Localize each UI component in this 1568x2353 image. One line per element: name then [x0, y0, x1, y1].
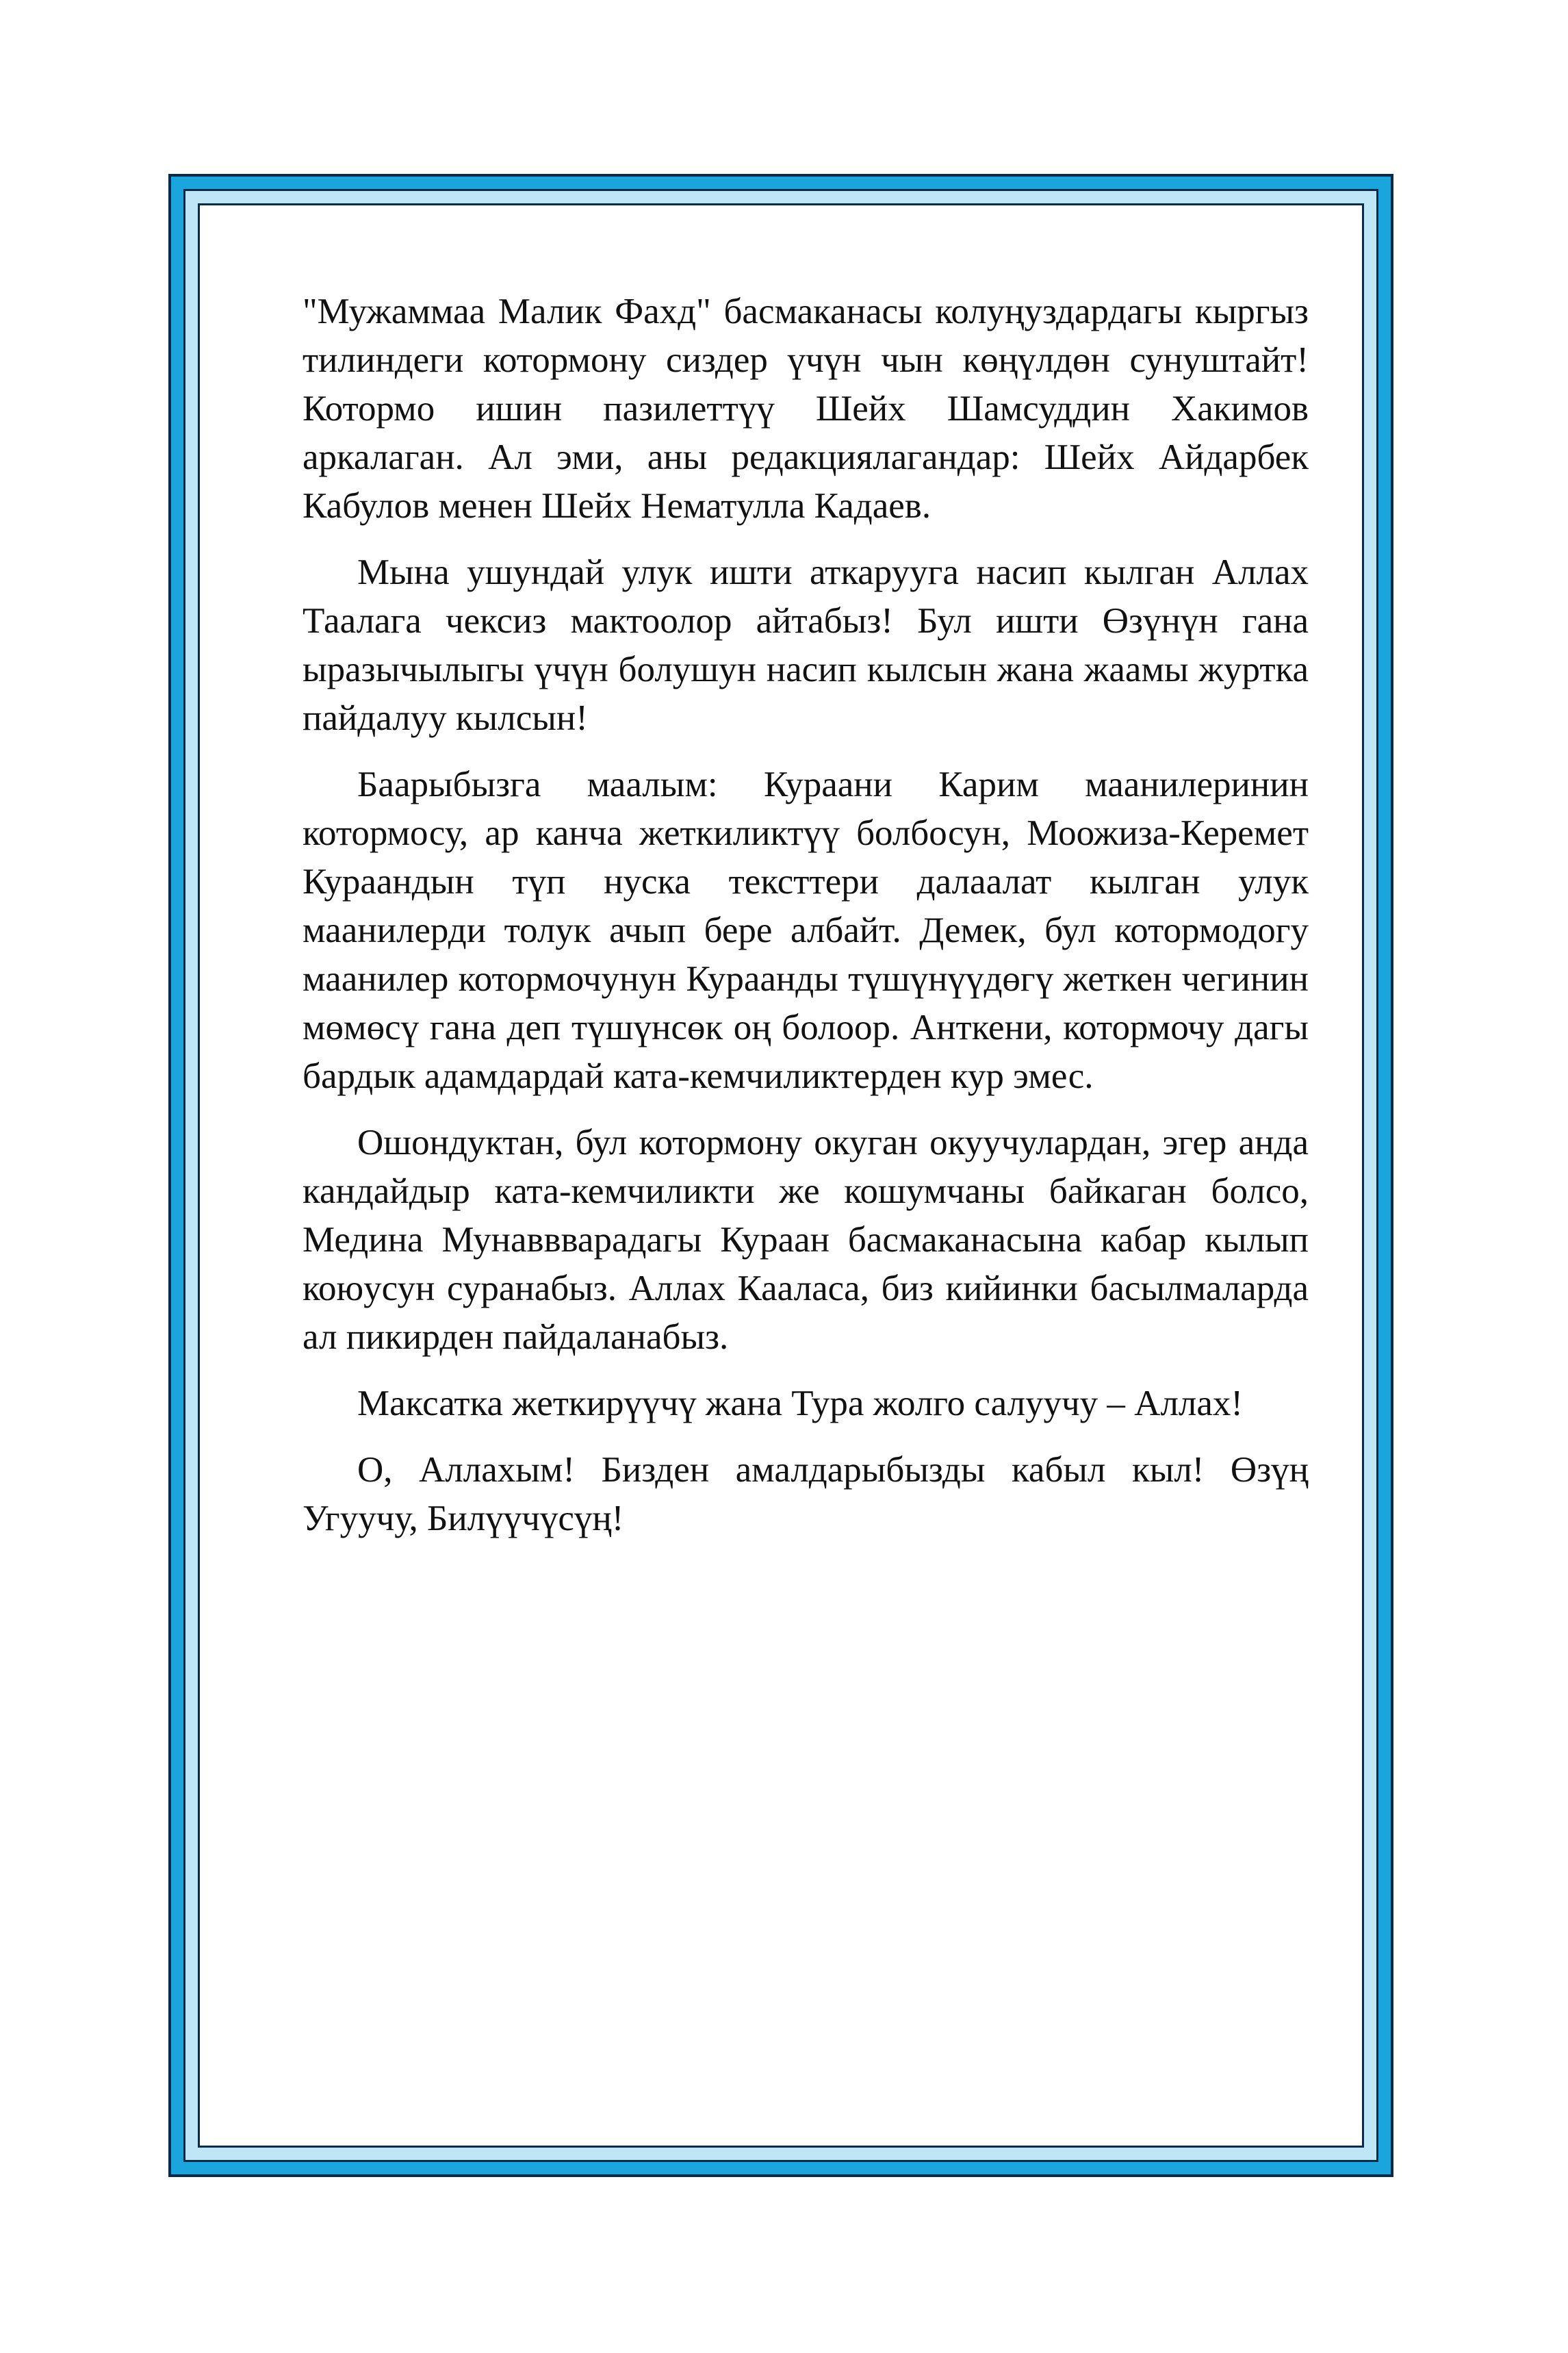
page-border-band [183, 189, 1378, 2162]
paragraph-prayer: О, Аллахым! Бизден амалдарыбызды кабыл кыл! Өзүң Угуучу, Билүүчүсүң! [303, 1450, 1309, 1538]
paragraph-guidance: Максатка жеткирүүчү жана Тура жолго салуучу – Аллах! [357, 1384, 1244, 1423]
paragraph-praise: Мына ушундай улук ишти аткарууга насип кылган Аллах Таалага чексиз мактоолор айтабыз! Бул ишти Өзүнүн гана ыразычылыгы үчүн болушун насип кылсын жана жаамы журтка пайдалуу кылсын! [303, 552, 1309, 738]
page-content-area [198, 203, 1364, 2148]
paragraph-publisher-intro: "Мужаммаа Малик Фахд" басмаканасы колуңуздардагы кыргыз тилиндеги котормону сиздер үчүн чын көңүлдөн сунуштайт! Котормо ишин пазилеттүү Шейх Шамсуддин Хакимов аркалаган. Ал эми, аны редакциялагандар: Шейх Айдарбек Кабулов менен Шейх Нематулла Кадаев. [303, 292, 1309, 526]
page-border-frame [168, 174, 1393, 2177]
paragraph-translation-note: Баарыбызга маалым: Кураани Карим маанилеринин котормосу, ар канча жеткиликтүү болбосун, Моожиза-Керемет Кураандын түп нуска тексттери далаалат кылган улук маанилерди толук ачып бере албайт. Демек, бул котормодогу маанилер котормочунун Кураанды түшүнүүдөгү жеткен чегинин мөмөсү гана деп түшүнсөк оң болоор. Анткени, котормочу дагы бардык адамдардай ката-кемчиликтерден кур эмес. [303, 765, 1309, 1096]
paragraph-feedback-request: Ошондуктан, бул котормону окуган окуучулардан, эгер анда кандайдыр ката-кемчиликти же кошумчаны байкаган болсо, Медина Мунаввварадагы Кураан басмаканасына кабар кылып коюусун суранабыз. Аллах Каалаcа, биз кийинки басылмаларда ал пикирден пайдаланабыз. [303, 1123, 1309, 1357]
text-body [303, 288, 1309, 1561]
